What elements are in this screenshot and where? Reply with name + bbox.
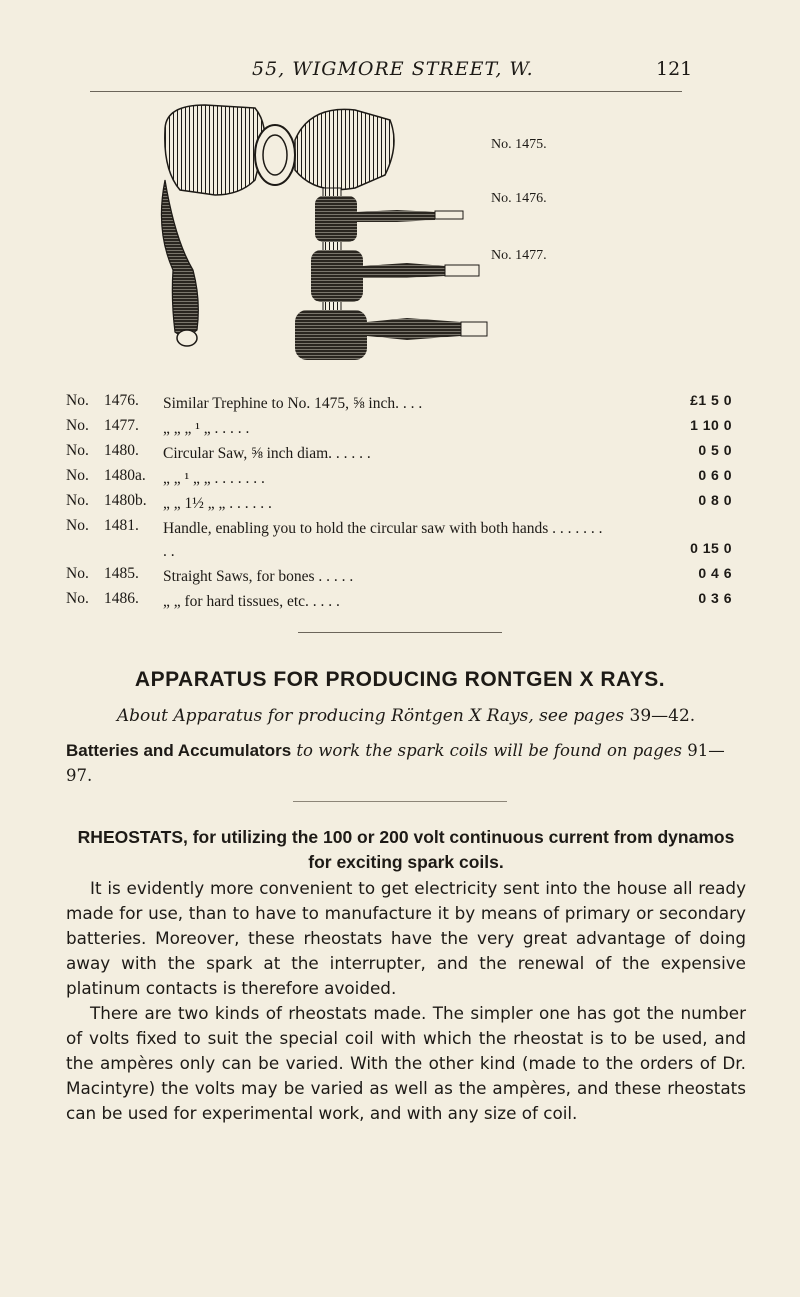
price-row xyxy=(66,417,746,442)
batteries-reference xyxy=(66,738,746,788)
price-row xyxy=(66,590,746,615)
batteries-pages: 91—97. xyxy=(66,741,725,785)
rheostats-heading: RHEOSTATS, for utilizing the 100 or 200 volt continuous current from dynamos for exciting spark coils. xyxy=(77,827,735,872)
about-reference xyxy=(66,706,746,726)
item-number: 1480b. xyxy=(104,492,147,509)
header-rule xyxy=(90,91,682,92)
about-reference-text: About Apparatus for producing Röntgen X Rays, see pages xyxy=(116,706,625,726)
trephine-illustration xyxy=(145,100,665,360)
page-number: 121 xyxy=(656,58,693,80)
item-price: 0 5 0 xyxy=(698,442,732,458)
section-divider xyxy=(298,632,502,633)
about-reference-pages: 39—42. xyxy=(629,706,696,726)
item-price: 0 8 0 xyxy=(698,492,732,508)
item-number: 1476. xyxy=(104,392,139,409)
item-prefix: No. xyxy=(66,392,89,409)
item-number: 1480. xyxy=(104,442,139,459)
item-description: Circular Saw, ⅝ inch diam. . . . . . xyxy=(163,445,371,462)
item-price: £1 5 0 xyxy=(690,392,732,408)
price-row xyxy=(66,442,746,467)
price-row xyxy=(66,467,746,492)
price-row xyxy=(66,392,746,417)
paragraph: It is evidently more convenient to get electricity sent into the house all ready made for use, than to have to manufacture it by means of primary or secondary batteries. Moreover, these rheostats have the very great advantage of doing away with the spark at the interrupter, and the renewal of the expensive platinum contacts is therefore avoided. xyxy=(66,878,746,998)
figure-label-1476: No. 1476. xyxy=(491,191,547,206)
batteries-text: to work the spark coils will be found on pages xyxy=(296,741,682,760)
item-number: 1486. xyxy=(104,590,139,607)
price-row xyxy=(66,517,746,565)
item-description: „ „ for hard tissues, etc. . . . . xyxy=(163,593,340,610)
item-prefix: No. xyxy=(66,565,89,582)
item-description: Similar Trephine to No. 1475, ⅝ inch. . . . xyxy=(163,395,423,412)
item-prefix: No. xyxy=(66,442,89,459)
item-price: 1 10 0 xyxy=(690,417,732,433)
item-number: 1477. xyxy=(104,417,139,434)
item-number: 1485. xyxy=(104,565,139,582)
figure-label-1475: No. 1475. xyxy=(491,137,547,152)
item-number: 1480a. xyxy=(104,467,146,484)
item-prefix: No. xyxy=(66,417,89,434)
batteries-title: Batteries and Accumulators xyxy=(66,741,292,760)
item-price: 0 15 0 xyxy=(690,540,732,556)
item-price: 0 4 6 xyxy=(698,565,732,581)
item-number: 1481. xyxy=(104,517,139,534)
item-description: „ „ 1½ „ „ . . . . . . xyxy=(163,495,272,512)
running-title: 55, WIGMORE STREET, W. xyxy=(252,58,534,80)
item-description: „ „ ¹ „ „ . . . . . . . xyxy=(163,470,265,487)
trephine-engraving xyxy=(145,100,665,360)
item-price: 0 3 6 xyxy=(698,590,732,606)
item-description: Handle, enabling you to hold the circular saw with both hands . . . . . . . . . xyxy=(163,520,603,560)
item-price: 0 6 0 xyxy=(698,467,732,483)
rheostats-body xyxy=(66,876,746,1126)
item-prefix: No. xyxy=(66,492,89,509)
price-row xyxy=(66,492,746,517)
item-description: „ „ „ ¹ „ . . . . . xyxy=(163,420,250,437)
item-prefix: No. xyxy=(66,590,89,607)
paragraph: There are two kinds of rheostats made. The simpler one has got the number of volts fixed to suit the special coil with which the rheostat is to be used, and the ampères only can be varied. With the other kind (made to the orders of Dr. Macintyre) the volts may be varied as well as the ampères, and these rheostats can be used for experimental work, and with any size of coil. xyxy=(66,1003,746,1123)
section-heading: APPARATUS FOR PRODUCING RONTGEN X RAYS. xyxy=(134,668,666,691)
price-list xyxy=(66,392,746,615)
price-row xyxy=(66,565,746,590)
figure-label-1477: No. 1477. xyxy=(491,248,547,263)
subsection-divider xyxy=(293,801,507,802)
item-description: Straight Saws, for bones . . . . . xyxy=(163,568,354,585)
item-prefix: No. xyxy=(66,517,89,534)
item-prefix: No. xyxy=(66,467,89,484)
page-header xyxy=(0,56,800,86)
